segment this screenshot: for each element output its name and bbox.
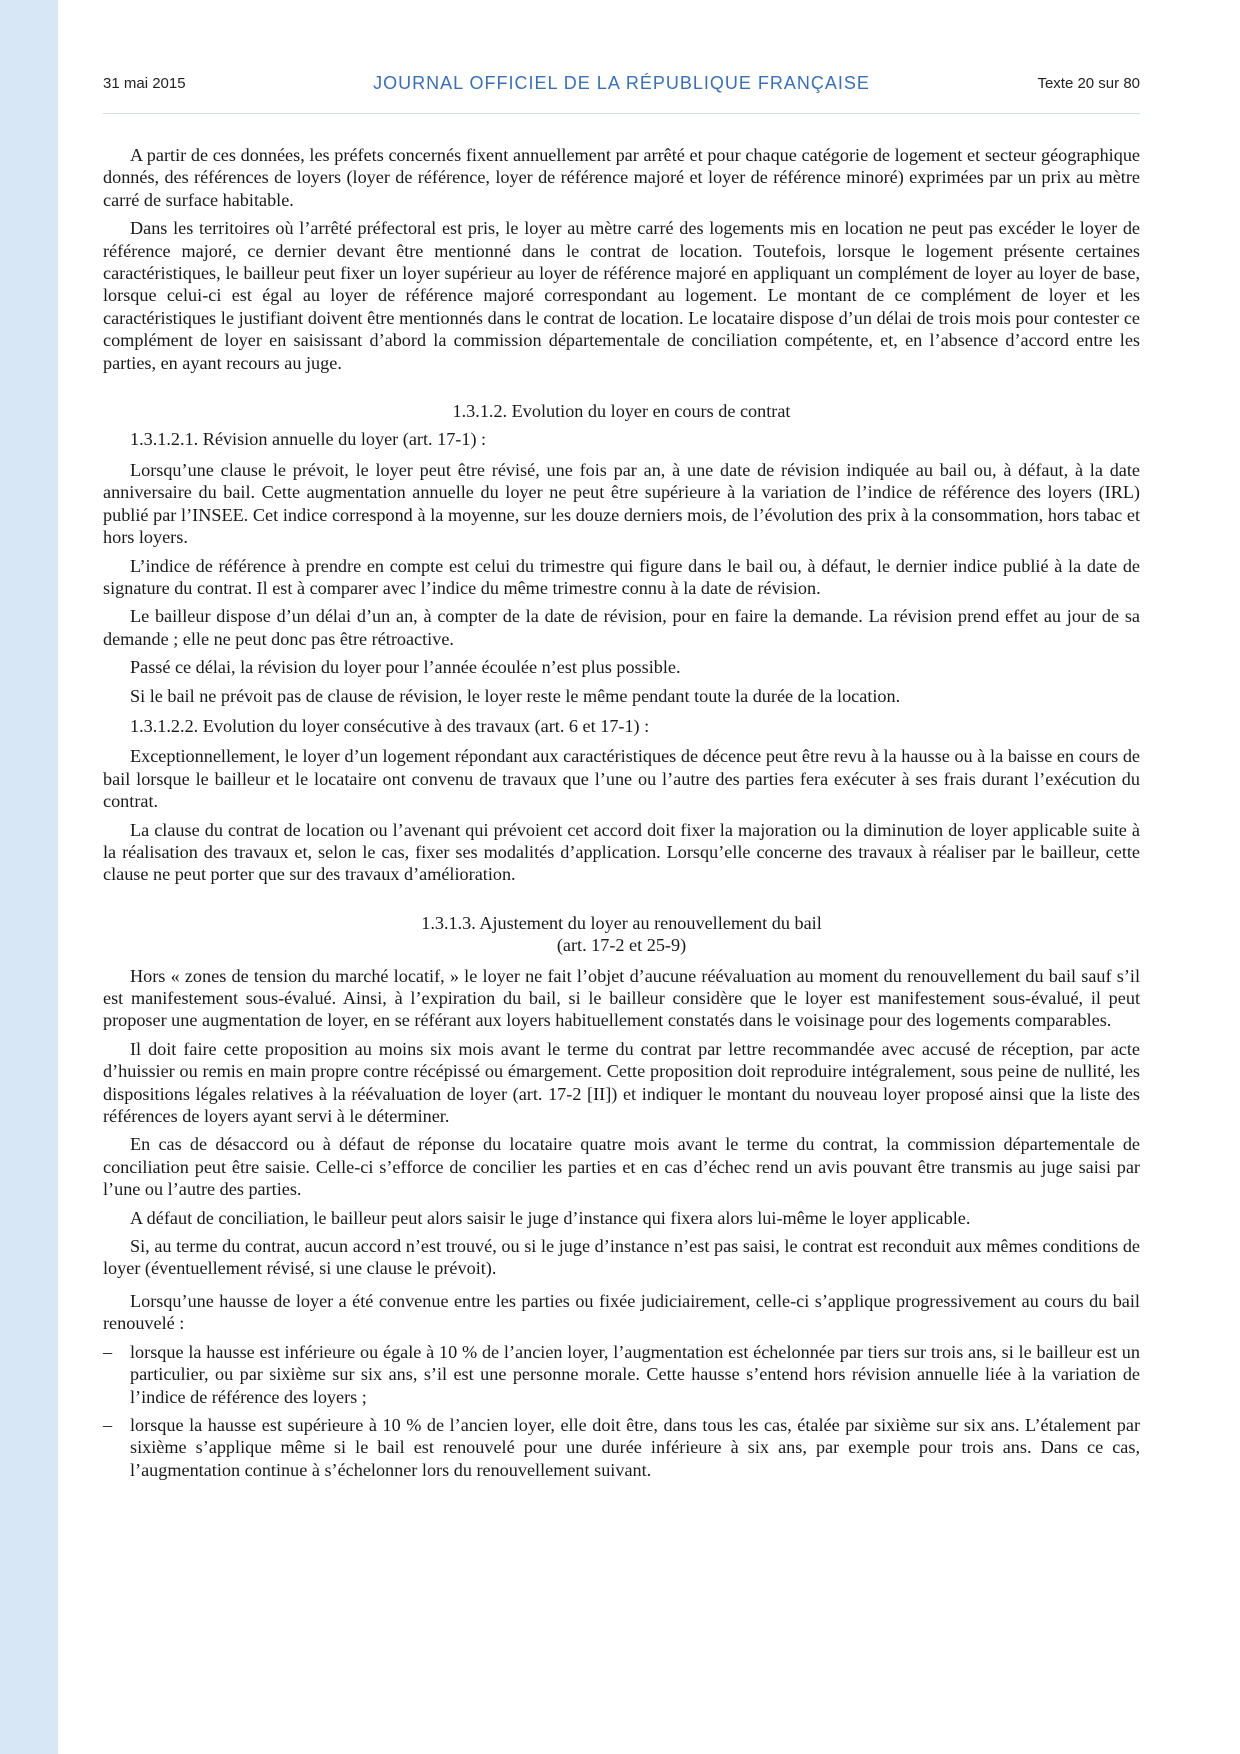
- paragraph: Si le bail ne prévoit pas de clause de révision, le loyer reste le même pendant toute la durée de la location.: [130, 685, 901, 706]
- paragraph: Hors « zones de tension du marché locatif, » le loyer ne fait l’objet d’aucune réévaluation au moment du renouvellement du bail sauf s’il est manifestement sous-évalué. Ainsi, à l’expiration du bail, si le bailleur considère que le loyer est manifestement sous-évalué, il peut proposer une augmentation de loyer, en se référant aux loyers habituellement constatés dans le voisinage pour des logements comparables.: [103, 965, 1140, 1031]
- paragraph: La clause du contrat de location ou l’avenant qui prévoient cet accord doit fixer la majoration ou la diminution de loyer applicable suite à la réalisation des travaux et, selon le cas, fixer ses modalités d’application. Lorsqu’elle concerne des travaux à réaliser par le bailleur, cette clause ne peut porter que sur des travaux d’amélioration.: [103, 819, 1140, 885]
- list-item: [103, 1341, 1140, 1408]
- paragraph: L’indice de référence à prendre en compte est celui du trimestre qui figure dans le bail ou, à défaut, le dernier indice publié à la date de signature du contrat. Il est à comparer avec l’indice du même trimestre connu à la date de révision.: [103, 555, 1140, 598]
- list-item-text: lorsque la hausse est supérieure à 10 % de l’ancien loyer, elle doit être, dans tous les cas, étalée par sixième sur six ans. L’étalement par sixième s’applique même si le bail est renouvelé pour une durée inférieure à six ans, par exemple pour trois ans. Dans ce cas, l’augmentation continue à s’échelonner lors du renouvellement suivant.: [130, 1414, 1140, 1480]
- paragraph: Passé ce délai, la révision du loyer pour l’année écoulée n’est plus possible.: [130, 657, 681, 678]
- paragraph: Il doit faire cette proposition au moins six mois avant le terme du contrat par lettre recommandée avec accusé de réception, par acte d’huissier ou remis en main propre contre récépissé ou émargement. Cette proposition doit reproduire intégralement, sous peine de nullité, les dispositions légales relatives à la réévaluation de loyer (art. 17-2 [II]) et indiquer le montant du nouveau loyer proposé ainsi que la liste des références de loyers ayant servi à le déterminer.: [103, 1038, 1140, 1127]
- list-item-text: lorsque la hausse est inférieure ou égale à 10 % de l’ancien loyer, l’augmentation est échelonnée par tiers sur trois ans, si le bailleur est un particulier, ou par sixième sur six ans, s’il est une personne morale. Cette hausse s’entend hors révision annuelle liée à la variation de l’indice de référence des loyers ;: [130, 1341, 1140, 1407]
- section-heading: 1.3.1.2. Evolution du loyer en cours de contrat: [452, 401, 791, 422]
- section-heading: 1.3.1.3. Ajustement du loyer au renouvellement du bail: [421, 912, 822, 933]
- subsection-heading: 1.3.1.2.2. Evolution du loyer consécutive à des travaux (art. 6 et 17-1) :: [130, 715, 650, 736]
- dash-list: [103, 1341, 1140, 1481]
- paragraph: Exceptionnellement, le loyer d’un logement répondant aux caractéristiques de décence peut être revu à la hausse ou à la baisse en cours de bail lorsque le bailleur et le locataire ont convenu de travaux que l’une ou l’autre des parties fera exécuter à ses frais durant l’exécution du contrat.: [103, 746, 1140, 812]
- publication-date: 31 mai 2015: [103, 75, 186, 92]
- paragraph: Dans les territoires où l’arrêté préfectoral est pris, le loyer au mètre carré des logements mis en location ne peut pas excéder le loyer de référence majoré, ce dernier devant être mentionné dans le contrat de location. Toutefois, lorsque le logement présente certaines caractéristiques, le bailleur peut fixer un loyer supérieur au loyer de référence majoré en appliquant un complément de loyer au loyer de base, lorsque celui-ci est égal au loyer de référence majoré correspondant au logement. Le montant de ce complément de loyer et les caractéristiques le justifiant doivent être mentionnés dans le contrat de location. Le locataire dispose d’un délai de trois mois pour contester ce complément de loyer en saisissant d’abord la commission départementale de conciliation compétente, et, en l’absence d’accord entre les parties, en ayant recours au juge.: [103, 218, 1140, 373]
- paragraph: A partir de ces données, les préfets concernés fixent annuellement par arrêté et pour chaque catégorie de logement et secteur géographique donnés, des références de loyers (loyer de référence, loyer de référence majoré et loyer de référence minoré) exprimées par un prix au mètre carré de surface habitable.: [103, 145, 1140, 210]
- paragraph: Lorsqu’une clause le prévoit, le loyer peut être révisé, une fois par an, à une date de révision indiquée au bail ou, à défaut, à la date anniversaire du bail. Cette augmentation annuelle du loyer ne peut être supérieure à la variation de l’indice de référence des loyers (IRL) publié par l’INSEE. Cet indice correspond à la moyenne, sur les douze derniers mois, de l’évolution des prix à la consommation, hors tabac et hors loyers.: [103, 459, 1140, 548]
- left-margin-band: [0, 0, 58, 1754]
- list-item: [103, 1414, 1140, 1481]
- subsection-heading: 1.3.1.2.1. Révision annuelle du loyer (art. 17-1) :: [130, 429, 487, 450]
- page-header: [103, 63, 1140, 114]
- dash-bullet: –: [103, 1341, 113, 1362]
- document-body: [103, 144, 1140, 1487]
- section-heading-article-ref: (art. 17-2 et 25-9): [556, 935, 687, 956]
- paragraph: Lorsqu’une hausse de loyer a été convenue entre les parties ou fixée judiciairement, celle-ci s’applique progressivement au cours du bail renouvelé :: [103, 1290, 1140, 1334]
- paragraph: En cas de désaccord ou à défaut de réponse du locataire quatre mois avant le terme du contrat, la commission départementale de conciliation peut être saisie. Celle-ci s’efforce de concilier les parties et en cas d’échec rend un avis pouvant être transmis au juge saisi par l’une ou l’autre des parties.: [103, 1134, 1140, 1200]
- page-indicator: Texte 20 sur 80: [1037, 75, 1140, 92]
- paragraph: Le bailleur dispose d’un délai d’un an, à compter de la date de révision, pour en faire la demande. La révision prend effet au jour de sa demande ; elle ne peut donc pas être rétroactive.: [103, 606, 1140, 649]
- dash-bullet: –: [103, 1414, 113, 1435]
- paragraph: A défaut de conciliation, le bailleur peut alors saisir le juge d’instance qui fixera alors lui-même le loyer applicable.: [130, 1207, 971, 1228]
- journal-title: JOURNAL OFFICIEL DE LA RÉPUBLIQUE FRANÇAISE: [373, 73, 870, 93]
- paragraph: Si, au terme du contrat, aucun accord n’est trouvé, ou si le juge d’instance n’est pas saisi, le contrat est reconduit aux mêmes conditions de loyer (éventuellement révisé, si une clause le prévoit).: [103, 1236, 1140, 1279]
